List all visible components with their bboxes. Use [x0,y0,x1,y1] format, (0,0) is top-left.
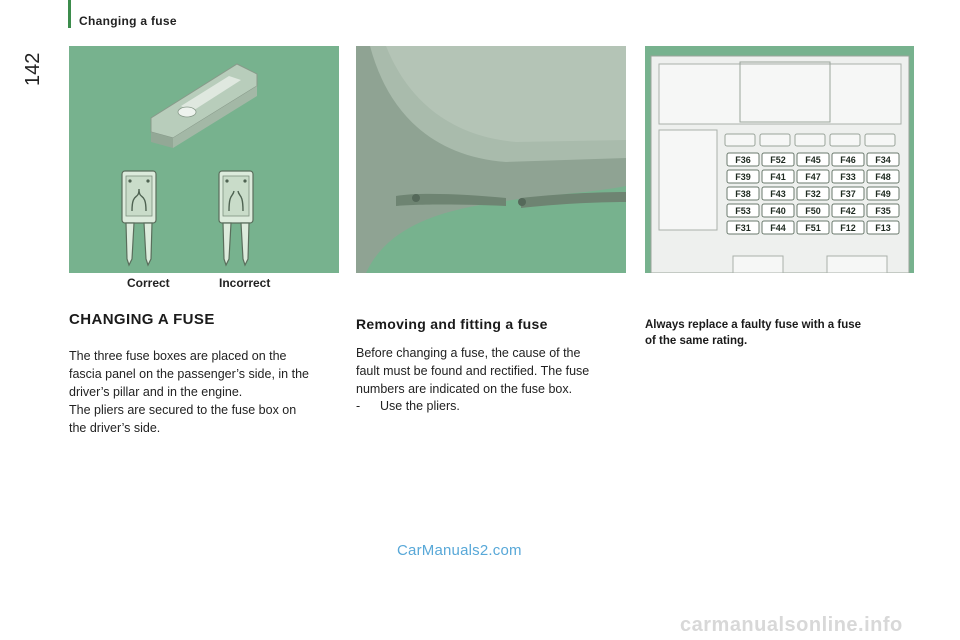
fuse-label: F13 [875,223,891,233]
fuse-label: F48 [875,172,891,182]
section-accent-bar [68,0,71,28]
fuse-label: F34 [875,155,891,165]
fuse-label: F38 [735,189,751,199]
fuse-label: F41 [770,172,786,182]
fuse-label: F47 [805,172,821,182]
fuse-label: F44 [770,223,786,233]
watermark-link[interactable]: CarManuals2.com [397,542,522,559]
caption-incorrect: Incorrect [219,276,271,290]
footer-watermark: carmanualsonline.info [680,614,903,636]
fuse-label: F32 [805,189,821,199]
fuse-label: F53 [735,206,751,216]
text-line: Always replace a faulty fuse with a fuse [645,319,862,331]
fuse-label: F31 [735,223,751,233]
bullet-text: Use the pliers. [380,399,460,413]
bullet-dash: - [356,399,361,413]
fuse-label: F43 [770,189,786,199]
fuse-box-diagram [645,46,914,273]
fuse-label: F45 [805,155,821,165]
text-line: fault must be found and rectified. The fuse [356,364,590,378]
bullet-item [356,399,460,413]
fascia-panel-illustration [356,46,626,273]
text-line: of the same rating. [645,335,748,347]
sub-heading: Removing and fitting a fuse [356,316,548,332]
removing-paragraph [356,344,589,398]
text-line: Before changing a fuse, the cause of the [356,346,581,360]
fuse-label: F49 [875,189,891,199]
text-line: the driver’s side. [69,421,161,435]
section-title: Changing a fuse [79,14,177,28]
fuse-label: F35 [875,206,891,216]
fuse-label: F12 [840,223,856,233]
text-line: numbers are indicated on the fuse box. [356,382,573,396]
caption-correct: Correct [127,276,170,290]
fuse-label: F46 [840,155,856,165]
intro-paragraph-2 [69,401,296,437]
fuse-label: F52 [770,155,786,165]
fuse-label: F33 [840,172,856,182]
fuse-label: F37 [840,189,856,199]
main-heading: CHANGING A FUSE [69,311,215,328]
fuse-pliers-illustration [69,46,339,273]
fuse-label: F39 [735,172,751,182]
text-line: driver’s pillar and in the engine. [69,385,243,399]
text-line: fascia panel on the passenger’s side, in the [69,367,309,381]
fuse-label: F51 [805,223,821,233]
intro-paragraph-1 [69,347,309,401]
fuse-label: F36 [735,155,751,165]
text-line: The three fuse boxes are placed on the [69,349,287,363]
fuse-label: F50 [805,206,821,216]
fuse-label: F40 [770,206,786,216]
page-number: 142 [22,52,44,86]
text-line: The pliers are secured to the fuse box on [69,403,297,417]
fuse-label: F42 [840,206,856,216]
warning-note [645,317,915,349]
